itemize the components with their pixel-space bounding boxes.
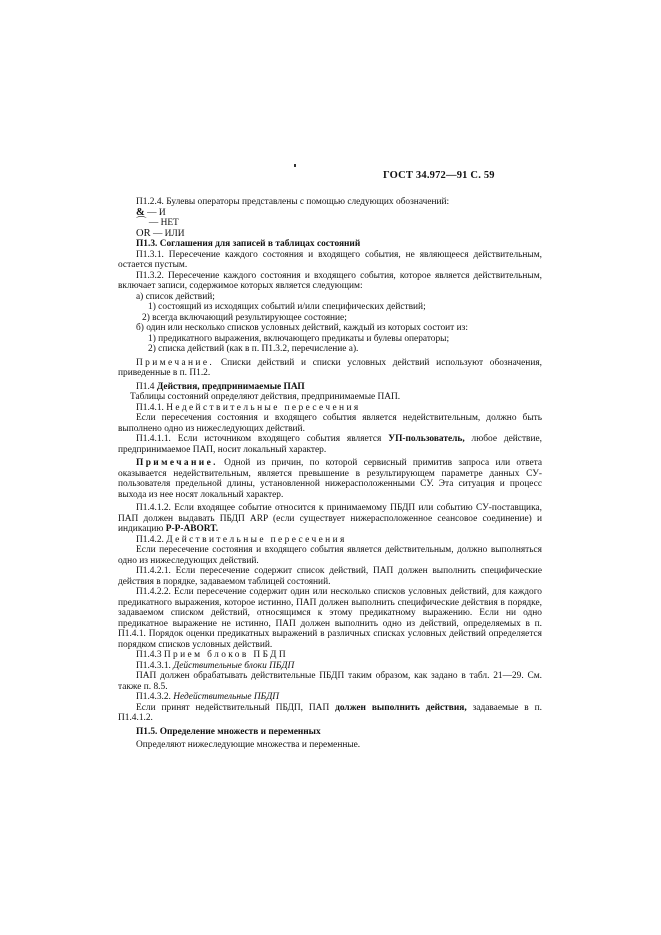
heading-number: П1.4.2. bbox=[136, 534, 167, 545]
heading-p1-4-2 bbox=[118, 535, 542, 546]
heading-number: П1.4.3 bbox=[136, 650, 164, 660]
and-symbol: & bbox=[136, 206, 145, 218]
paragraph-p1-3-1: П1.3.1. Пересечение каждого состояния и входящего события, не являющееся действительным, остается пустым. bbox=[118, 249, 542, 270]
heading-p1-4-3 bbox=[118, 650, 542, 661]
paragraph-p1-4-2-2: П1.4.2.2. Если пересечение содержит один или несколько списков условных действий, для каждого предикатного выражения, которое истинно, ПАП должен выполнить специфические действия в порядке, задаваемом списком действий, относящимся к этому предикатному выражению. Если ни одно предикатное выражение не истинно, ПАП должен выполнить одно из действий, определяемых в п. П1.4.1. Порядок оценки предикатных выражений в различных списках условных действий определяется порядком списков условных действий. bbox=[118, 587, 542, 650]
not-symbol: ⌒ bbox=[136, 217, 147, 228]
list-item-a1: 1) состоящий из исходящих событий и/или специфических действий; bbox=[148, 302, 426, 312]
list-item-a: а) список действий; bbox=[136, 291, 215, 302]
heading-number: П1.4.1. bbox=[136, 402, 167, 413]
note-1 bbox=[118, 358, 542, 379]
heading-p1-4-1 bbox=[118, 403, 542, 414]
text-segment: П1.4.1.2. Если входящее событие относится к принимаемому ПБДП или событию СУ-поставщика, ПАП должен выдавать ПБДП ARP (если существует нижерасположенное сеансовое соединение) и индикацию bbox=[118, 503, 542, 534]
paragraph-p1-4-2: Если пересечение состояния и входящего события является действительным, должно выполняться одно из нижеследующих действий. bbox=[118, 545, 542, 566]
heading-title: Недействительные ПБДП bbox=[173, 692, 280, 702]
heading-number: П1.4.3.1. bbox=[136, 660, 174, 671]
heading-p1-5: П1.5. Определение множеств и переменных bbox=[136, 726, 321, 737]
note-label: Примечание. bbox=[136, 357, 215, 368]
paragraph-p1-4-1-2 bbox=[118, 503, 542, 535]
paragraph-p1-3-2: П1.3.2. Пересечение каждого состояния и входящего события, которое является действительным, включает записи, содержимое которых является следующим: bbox=[118, 270, 542, 291]
note-2 bbox=[118, 458, 542, 500]
list-item-b1: 1) предикатного выражения, включающего предикаты и булевы операторы; bbox=[148, 333, 450, 344]
text-segment: Если принят недействительный ПБДП, ПАП bbox=[136, 702, 336, 713]
heading-title: Действия, предпринимаемые ПАП bbox=[156, 381, 305, 392]
list-item-b2: 2) списка действий (как в п. П1.3.2, перечисление а). bbox=[148, 344, 359, 354]
heading-number: П1.4.3.2. bbox=[136, 692, 174, 702]
heading-p1-4-3-1 bbox=[118, 661, 542, 672]
text-emphasis: УП-пользователь, bbox=[388, 434, 465, 444]
or-symbol: OR bbox=[136, 227, 151, 239]
paragraph-p1-4-1: Если пересечения состояния и входящего события является недействительным, должно быть выполнено одно из нижеследующих действий. bbox=[118, 413, 542, 434]
paragraph-p1-5: Определяют нижеследующие множества и переменные. bbox=[136, 740, 361, 750]
operator-and bbox=[118, 208, 542, 219]
text-emphasis: должен выполнить действия, bbox=[335, 702, 467, 713]
note-label: Примечание. bbox=[136, 458, 218, 468]
paragraph-p1-4-2-1: П1.4.2.1. Если пересечение содержит список действий, ПАП должен выполнить специфические действия в порядке, задаваемом таблицей состояний. bbox=[118, 566, 542, 587]
heading-p1-3: П1.3. Соглашения для записей в таблицах состояний bbox=[136, 239, 361, 249]
list-item-a2: 2) всегда включающий результирующее состояние; bbox=[142, 312, 347, 323]
page-header: ГОСТ 34.972—91 С. 59 bbox=[383, 170, 495, 181]
heading-title: Прием блоков ПБДП bbox=[163, 650, 288, 660]
text-segment: П1.4.1.1. Если источником входящего события является bbox=[136, 434, 389, 444]
heading-p1-4 bbox=[118, 382, 542, 393]
paragraph-p1-4: Таблицы состояний определяют действия, предпринимаемые ПАП. bbox=[130, 392, 401, 402]
paragraph-p1-2-4: П1.2.4. Булевы операторы представлены с помощью следующих обозначений: bbox=[136, 197, 450, 207]
text-segment: задаваемые в п. П1.4.1.2. bbox=[118, 702, 542, 723]
heading-title: Действительные пересечения bbox=[166, 534, 347, 545]
heading-title: Действительные блоки ПБДП bbox=[173, 660, 295, 671]
or-meaning: — ИЛИ bbox=[152, 228, 185, 239]
paragraph-p1-4-3-1: ПАП должен обрабатывать действительные ПБДП таким образом, как задано в табл. 21—29. См. также п. 8.5. bbox=[118, 671, 542, 692]
operator-or bbox=[118, 229, 542, 240]
heading-number: П1.4 bbox=[136, 381, 157, 392]
note-text: Одной из причин, по которой сервисный примитив запроса или ответа оказывается недействительным, является превышение в результирующем параметре данных СУ-пользователя предельной длины, установленной нижерасположенными СУ. Эта ситуация и процесс выхода из нее носят локальный характер. bbox=[118, 458, 542, 500]
heading-title: Недействительные пересечения bbox=[166, 402, 361, 413]
heading-p1-4-3-2 bbox=[118, 692, 542, 703]
document-body bbox=[118, 197, 542, 751]
and-meaning: — И bbox=[147, 207, 166, 218]
note-text: Списки действий и списки условных действий используют обозначения, приведенные в п. П1.2. bbox=[118, 357, 542, 378]
paragraph-p1-4-1-1 bbox=[118, 434, 542, 455]
text-segment: любое действие, предпринимаемое ПАП, носит локальный характер. bbox=[118, 434, 542, 455]
operator-not bbox=[118, 218, 542, 229]
list-item-b: б) один или несколько списков условных действий, каждый из которых состоит из: bbox=[136, 323, 468, 333]
not-meaning: — НЕТ bbox=[148, 218, 179, 228]
page-speck bbox=[294, 164, 296, 167]
text-emphasis: P-P-ABORT. bbox=[165, 524, 219, 534]
paragraph-p1-4-3-2 bbox=[118, 703, 542, 724]
